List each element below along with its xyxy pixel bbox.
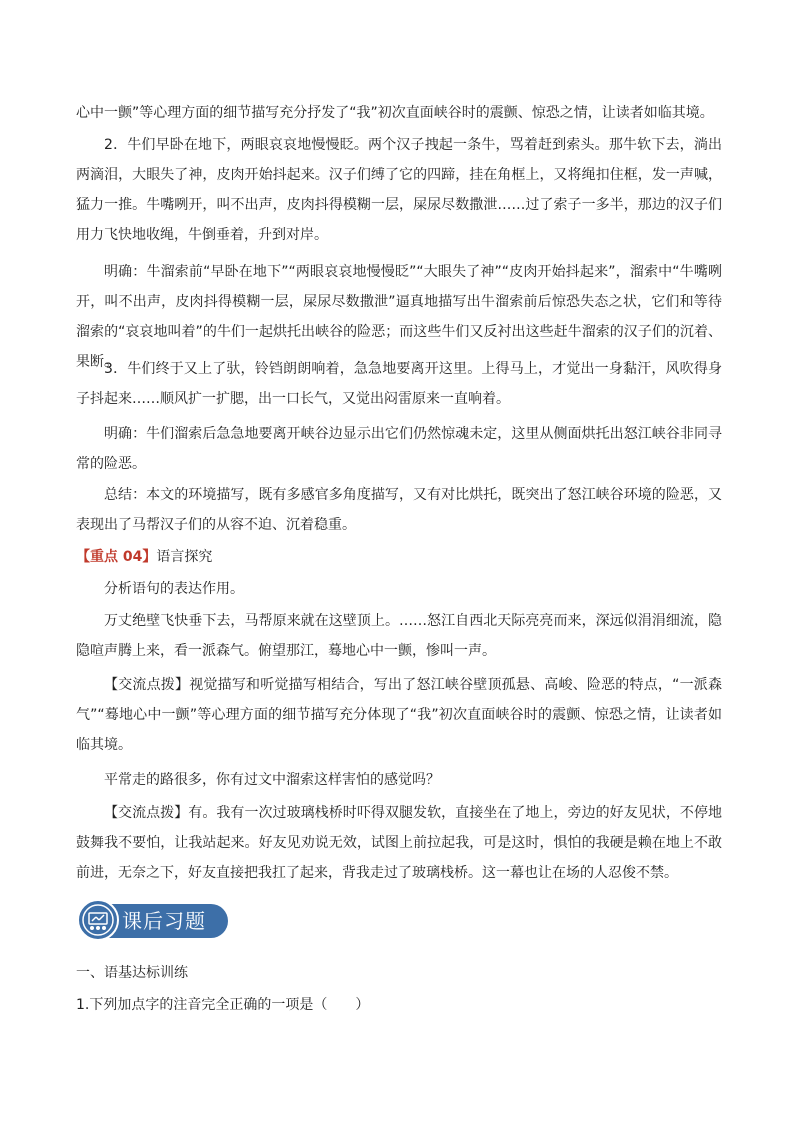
section-heading: 一、语基达标训练 (76, 965, 188, 981)
key-point-heading (76, 542, 722, 572)
question-1: 1.下列加点字的注音完全正确的一项是（ ） (76, 997, 370, 1013)
paragraph-continuation: 心中一颤”等心理方面的细节描写充分抒发了“我”初次直面峡谷时的震颤、惊恐之情，让读者如临其境。 (76, 105, 714, 121)
paragraph-item-2: 2．牛们早卧在地下，两眼哀哀地慢慢眨。两个汉子拽起一条牛，骂着赶到索头。那牛软下去，淌出两滴泪，大眼失了神，皮肉开始抖起来。汉子们缚了它的四蹄，挂在角框上，又将绳扣住框，发一声喊，猛力一推。牛嘴咧开，叫不出声，皮肉抖得模糊一层，屎尿尽数撒泄……过了索子一多半，那边的汉子们用力飞快地收绳，牛倒垂着，升到对岸。 (76, 137, 722, 243)
question-prompt: 平常走的路很多，你有过文中溜索这样害怕的感觉吗？ (104, 772, 440, 788)
banner-title: 课后习题 (122, 909, 206, 933)
discussion-tip-2: 【交流点拨】有。我有一次过玻璃栈桥时吓得双腿发软，直接坐在了地上，旁边的好友见状，不停地鼓舞我不要怕，让我站起来。好友见劝说无效，试图上前拉起我，可是这时，惧怕的我硬是赖在地上不敢前进，无奈之下，好友直接把我扛了起来，背我走过了玻璃栈桥。这一幕也让在场的人忍俊不禁。 (76, 805, 722, 881)
key-point-tag: 【重点 04】 (76, 549, 157, 565)
quoted-passage: 万丈绝壁飞快垂下去，马帮原来就在这壁顶上。……怒江自西北天际亮亮而来，深远似涓涓细流，隐隐喧声腾上来，看一派森气。俯望那江，蓦地心中一颤，惨叫一声。 (76, 613, 722, 659)
discussion-tip-1: 【交流点拨】视觉描写和听觉描写相结合，写出了怒江峡谷壁顶孤悬、高峻、险恶的特点，“一派森气”“蓦地心中一颤”等心理方面的细节描写充分体现了“我”初次直面峡谷时的震颤、惊恐之情，让读者如临其境。 (76, 677, 722, 753)
paragraph-summary: 总结：本文的环境描写，既有多感官多角度描写，又有对比烘托，既突出了怒江峡谷环境的险恶，又表现出了马帮汉子们的从容不迫、沉着稳重。 (76, 487, 722, 533)
key-point-title: 语言探究 (156, 549, 213, 565)
paragraph-item-3: 3．牛们终于又上了驮，铃铛朗朗响着，急急地要离开这里。上得马上，才觉出一身黏汗，风吹得身子抖起来……顺风扩一扩腮，出一口长气，又觉出闷雷原来一直响着。 (76, 361, 722, 407)
paragraph-clarify-2: 明确：牛溜索前“早卧在地下”“两眼哀哀地慢慢眨”“大眼失了神”“皮肉开始抖起来”，溜索中“牛嘴咧开，叫不出声，皮肉抖得模糊一层，屎尿尽数撒泄”逼真地描写出牛溜索前后惊恐失态之状，它们和等待溜索的“哀哀地叫着”的牛们一起烘托出峡谷的险恶；而这些牛们又反衬出这些赶牛溜索的汉子们的沉着、果断。 (76, 264, 722, 370)
exercise-banner (76, 898, 228, 942)
exercise-icon (76, 898, 120, 942)
paragraph-clarify-3: 明确：牛们溜索后急急地要离开峡谷边显示出它们仍然惊魂未定，这里从侧面烘托出怒江峡谷非同寻常的险恶。 (76, 426, 722, 472)
task-instruction: 分析语句的表达作用。 (104, 581, 244, 597)
